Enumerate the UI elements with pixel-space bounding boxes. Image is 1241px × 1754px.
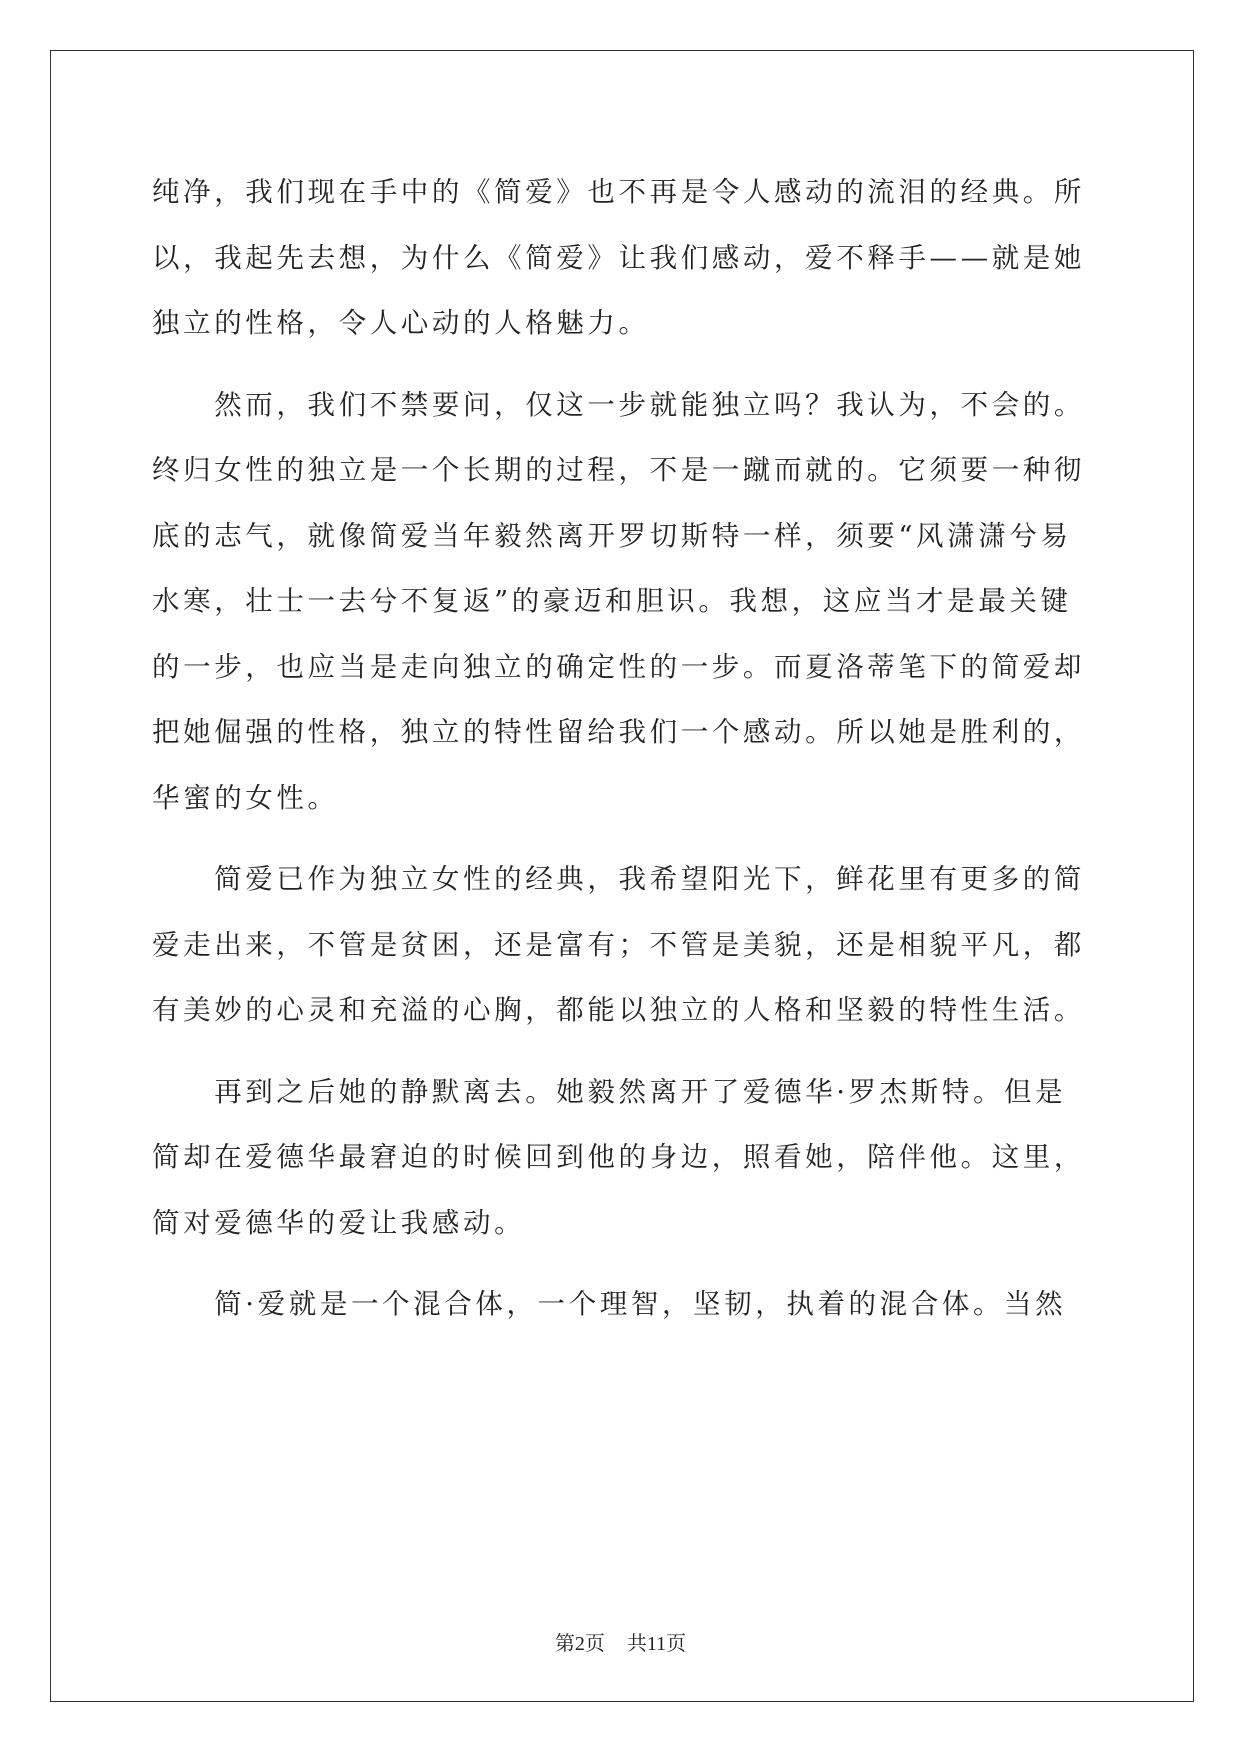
text-line: 纯净，我们现在手中的《简爱》也不再是令人感动的流泪的经典。所 <box>152 176 1085 208</box>
text-line: 水寒，壮士一去兮不复返”的豪迈和胆识。我想，这应当才是最关键 <box>152 585 1072 617</box>
text-line: 再到之后她的静默离去。她毅然离开了爱德华·罗杰斯特。但是 <box>152 1075 1067 1108</box>
text-line: 终归女性的独立是一个长期的过程，不是一蹴而就的。它须要一种彻 <box>152 454 1085 486</box>
text-line: 的一步，也应当是走向独立的确定性的一步。而夏洛蒂笔下的简爱却 <box>152 650 1085 683</box>
text-line: 简·爱就是一个混合体，一个理智，坚韧，执着的混合体。当然 <box>152 1288 1067 1320</box>
paragraph <box>152 373 1092 832</box>
text-line: 华蜜的女性。 <box>152 781 339 814</box>
page-number: 第2页 <box>554 1633 605 1655</box>
document-body <box>152 160 1092 1338</box>
paragraph <box>152 847 1092 1044</box>
text-line: 简爱已作为独立女性的经典，我希望阳光下，鲜花里有更多的简 <box>152 863 1085 895</box>
page-total: 共11页 <box>626 1633 687 1655</box>
text-line: 把她倔强的性格，独立的特性留给我们一个感动。所以她是胜利的， <box>152 716 1085 748</box>
text-line: 有美妙的心灵和充溢的心胸，都能以独立的人格和坚毅的特性生活。 <box>152 994 1085 1026</box>
text-line: 爱走出来，不管是贫困，还是富有；不管是美貌，还是相貌平凡，都 <box>152 928 1085 961</box>
paragraph <box>152 1060 1092 1257</box>
text-line: 以，我起先去想，为什么《简爱》让我们感动，爱不释手——就是她 <box>152 241 1085 274</box>
text-line: 底的志气，就像简爱当年毅然离开罗切斯特一样，须要“风潇潇兮易 <box>152 519 1072 552</box>
text-line: 简对爱德华的爱让我感动。 <box>152 1206 526 1239</box>
page-footer <box>0 1627 1241 1656</box>
paragraph <box>152 1272 1092 1338</box>
paragraph <box>152 160 1092 357</box>
text-line: 简却在爱德华最窘迫的时候回到他的身边，照看她，陪伴他。这里， <box>152 1141 1085 1173</box>
text-line: 独立的性格，令人心动的人格魅力。 <box>152 307 650 339</box>
text-line: 然而，我们不禁要问，仅这一步就能独立吗？我认为，不会的。 <box>152 388 1085 421</box>
